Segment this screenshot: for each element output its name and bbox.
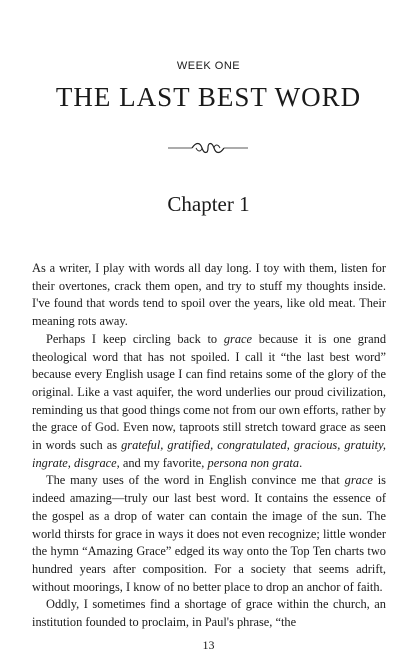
italic-text: grace [344,473,373,488]
week-label: WEEK ONE [176,60,241,72]
ornament-divider-icon [168,140,248,156]
paragraph [32,596,386,631]
body-text [32,260,386,632]
paragraph [32,260,386,331]
text-run: is indeed amazing—truly our last best word. It contains the essence of the gospel as a drop of water can contain the image of the sun. The world thirsts for grace in ways it does not even recognize; little wonder the hymn “Amazing Grace” edged its way onto the Top Ten charts two hundred years after composition. For a society that seems adrift, without moorings, I know of no better place to drop an anchor of faith. [32,473,386,594]
page-number: 13 [202,638,215,652]
paragraph [32,331,386,473]
text-run: because it is one grand theological word that has not spoiled. I call it “the last best word” because every English usage I can find retains some of the glory of the original. Like a vast aquifer, the word underlies our proud civilization, reminding us that good things come not from our own efforts, rather by the grace of God. Even now, taproots still stretch toward grace as seen in words such as [32,331,387,453]
text-run: . [299,455,303,470]
italic-text: grace [223,331,253,346]
text-run: and my favorite, [119,455,208,470]
chapter-heading: Chapter 1 [167,192,250,216]
paragraph [32,472,386,596]
page-title: THE LAST BEST WORD [55,82,362,112]
italic-text: persona non grata [207,455,300,470]
text-run: Oddly, I sometimes find a shortage of grace within the church, an institution founded to proclaim, in Paul's phrase, “the [32,597,386,630]
text-run: As a writer, I play with words all day long. I toy with them, listen for their overtones, crack them open, and try to stuff my thoughts inside. I've found that words tend to spoil over the years, like old meat. Their meaning rots away. [32,261,386,329]
italic-text: grateful, gratified, congratulated, gracious, gratuity, ingrate, disgrace, [32,438,386,470]
text-run: The many uses of the word in English convince me that [46,473,345,488]
text-run: Perhaps I keep circling back to [46,331,224,346]
